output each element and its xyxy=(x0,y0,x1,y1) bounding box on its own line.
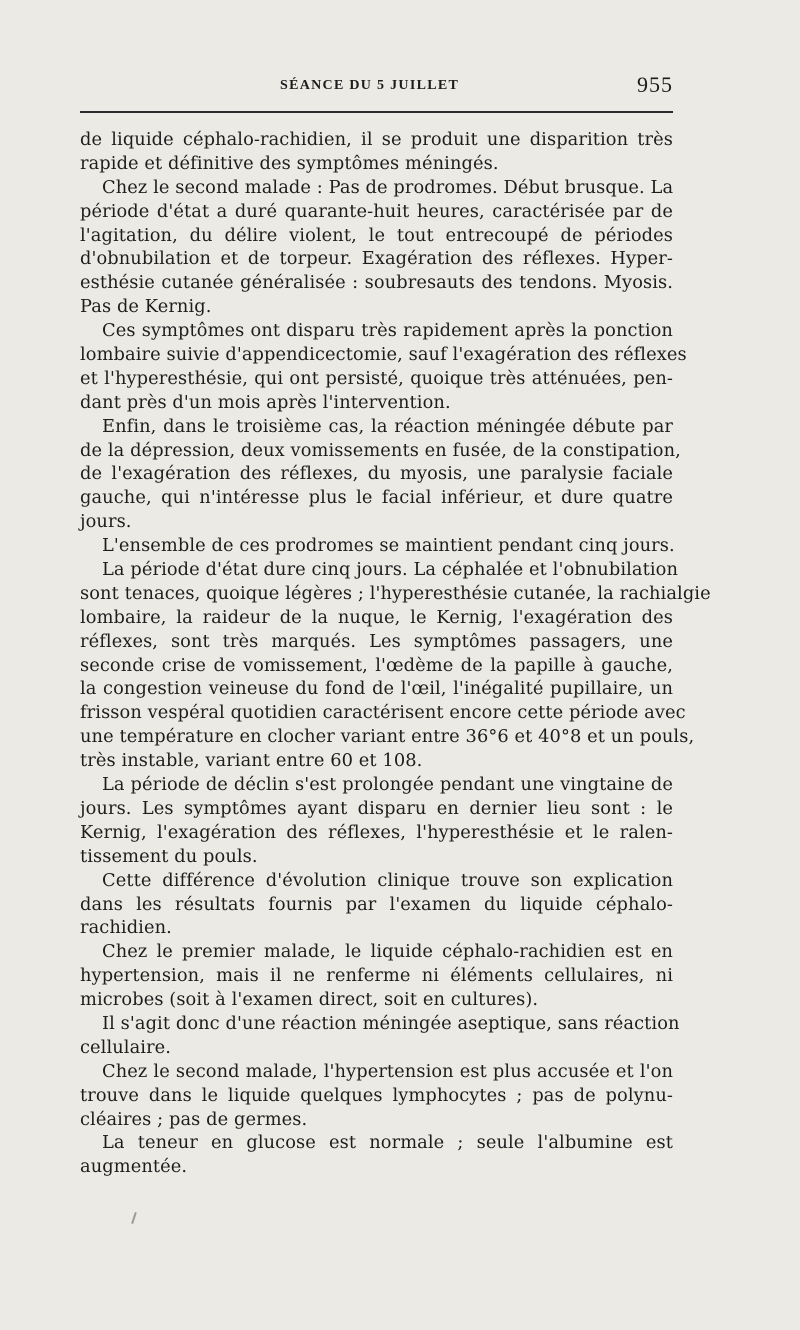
text-line: dans les résultats fournis par l'examen du liquide céphalo- xyxy=(80,893,673,915)
text-line: L'ensemble de ces prodromes se maintient pendant cinq jours. xyxy=(102,535,675,557)
text-line: La période d'état dure cinq jours. La céphalée et l'obnubilation xyxy=(102,559,678,581)
text-line: trouve dans le liquide quelques lymphocytes ; pas de polynu- xyxy=(80,1084,673,1106)
page-header xyxy=(80,72,673,102)
text-line: microbes (soit à l'examen direct, soit en cultures). xyxy=(80,989,539,1011)
text-line: rachidien. xyxy=(80,917,172,939)
body-text xyxy=(80,128,711,1179)
text-line: jours. xyxy=(80,511,132,533)
text-line: Chez le second malade, l'hypertension est plus accusée et l'on xyxy=(102,1060,673,1082)
text-line: la congestion veineuse du fond de l'œil, l'inégalité pupillaire, un xyxy=(80,678,673,700)
text-line: augmentée. xyxy=(80,1156,188,1178)
text-line: esthésie cutanée généralisée : soubresauts des tendons. Myosis. xyxy=(80,272,673,294)
text-line: Kernig, l'exagération des réflexes, l'hyperesthésie et le ralen- xyxy=(80,821,673,843)
running-title: SÉANCE DU 5 JUILLET xyxy=(280,78,460,93)
text-line: lombaire, la raideur de la nuque, le Kernig, l'exagération des xyxy=(80,606,673,628)
text-line: gauche, qui n'intéresse plus le facial inférieur, et dure quatre xyxy=(80,487,673,509)
text-line: tissement du pouls. xyxy=(80,845,258,867)
text-line: Chez le second malade : Pas de prodromes. Début brusque. La xyxy=(102,176,674,198)
text-line: dant près d'un mois après l'intervention. xyxy=(80,391,451,413)
text-line: frisson vespéral quotidien caractérisent encore cette période avec xyxy=(80,702,686,724)
text-line: l'agitation, du délire violent, le tout entrecoupé de périodes xyxy=(80,224,673,246)
text-line: Ces symptômes ont disparu très rapidement après la ponction xyxy=(102,320,673,342)
text-line: Cette différence d'évolution clinique trouve son explication xyxy=(102,869,673,891)
text-line: Chez le premier malade, le liquide céphalo-rachidien est en xyxy=(102,941,673,963)
header-rule xyxy=(80,111,673,113)
text-line: cellulaire. xyxy=(80,1036,172,1058)
text-line: hypertension, mais il ne renferme ni éléments cellulaires, ni xyxy=(80,965,673,987)
text-line: cléaires ; pas de germes. xyxy=(80,1108,308,1130)
text-line: une température en clocher variant entre 36°6 et 40°8 et un pouls, xyxy=(80,726,695,748)
stray-pen-mark xyxy=(131,1212,137,1224)
text-line: de l'exagération des réflexes, du myosis, une paralysie faciale xyxy=(80,463,673,485)
text-line: Pas de Kernig. xyxy=(80,296,212,318)
text-line: de la dépression, deux vomissements en fusée, de la constipation, xyxy=(80,439,681,461)
text-line: Il s'agit donc d'une réaction méningée aseptique, sans réaction xyxy=(102,1012,680,1034)
text-line: période d'état a duré quarante-huit heures, caractérisée par de xyxy=(80,200,673,222)
text-line: d'obnubilation et de torpeur. Exagération des réflexes. Hyper- xyxy=(80,248,673,270)
text-line: sont tenaces, quoique légères ; l'hyperesthésie cutanée, la rachialgie xyxy=(80,582,711,604)
text-line: La période de déclin s'est prolongée pendant une vingtaine de xyxy=(102,774,673,796)
text-line: lombaire suivie d'appendicectomie, sauf l'exagération des réflexes xyxy=(80,344,687,366)
text-line: réflexes, sont très marqués. Les symptômes passagers, une xyxy=(80,630,673,652)
text-line: rapide et définitive des symptômes méningés. xyxy=(80,152,499,174)
text-line: de liquide céphalo-rachidien, il se produit une disparition très xyxy=(80,129,673,150)
page-number: 955 xyxy=(637,72,673,97)
text-line: Enfin, dans le troisième cas, la réaction méningée débute par xyxy=(102,415,673,437)
text-line: jours. Les symptômes ayant disparu en dernier lieu sont : le xyxy=(80,797,673,819)
text-line: La teneur en glucose est normale ; seule l'albumine est xyxy=(102,1132,673,1154)
text-line: très instable, variant entre 60 et 108. xyxy=(80,750,423,772)
text-line: seconde crise de vomissement, l'œdème de la papille à gauche, xyxy=(80,654,673,676)
text-line: et l'hyperesthésie, qui ont persisté, quoique très atténuées, pen- xyxy=(80,367,673,389)
